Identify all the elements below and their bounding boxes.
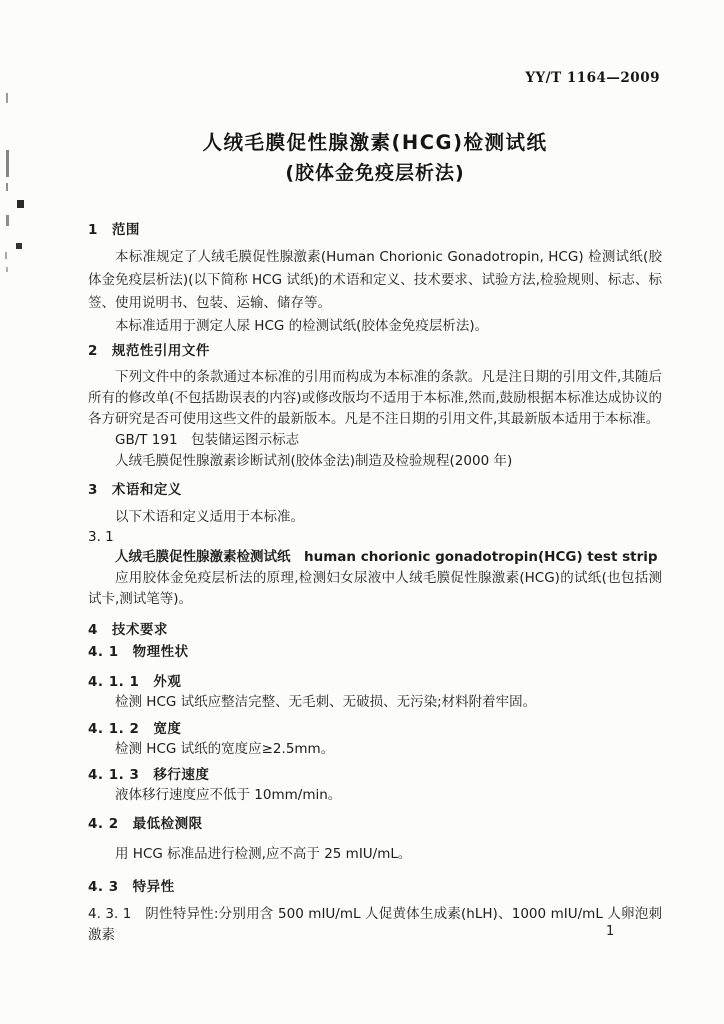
section-4-2-text: 用 HCG 标准品进行检测,应不高于 25 mIU/mL。 bbox=[115, 846, 412, 862]
section-4-1-heading: 4. 1 物理性状 bbox=[88, 644, 189, 660]
scan-artifact-mark bbox=[6, 93, 8, 103]
scan-artifact-mark bbox=[6, 150, 9, 177]
scan-artifact-mark bbox=[6, 267, 8, 272]
term-definition: 应用胶体金免疫层析法的原理,检测妇女尿液中人绒毛膜促性腺激素(HCG)的试纸(也包括测试卡,测试笔等)。 bbox=[88, 570, 662, 607]
scan-artifact-mark bbox=[16, 243, 22, 249]
section-3-heading: 3 术语和定义 bbox=[88, 482, 182, 498]
page-number: 1 bbox=[606, 924, 615, 939]
terms-intro: 以下术语和定义适用于本标准。 bbox=[115, 509, 304, 525]
scope-paragraph-1: 本标准规定了人绒毛膜促性腺激素(Human Chorionic Gonadotropin, HCG) 检测试纸(胶体金免疫层析法)(以下简称 HCG 试纸)的术语和定义、技术要求、试验方法,检验规则、标志、标签、使用说明书、包装、运输、储存等。 bbox=[88, 249, 662, 311]
section-4-3-1-text: 4. 3. 1 阴性特异性:分别用含 500 mIU/mL 人促黄体生成素(hLH)、1000 mIU/mL 人卵泡刺激素 bbox=[88, 906, 662, 943]
scan-artifact-mark bbox=[6, 183, 8, 191]
section-4-1-1-heading: 4. 1. 1 外观 bbox=[88, 674, 182, 690]
scan-artifact-mark bbox=[6, 215, 9, 226]
normative-reference-1: GB/T 191 包装储运图示标志 bbox=[115, 432, 300, 448]
standard-code: YY/T 1164—2009 bbox=[525, 70, 660, 86]
scan-artifact-mark bbox=[17, 200, 24, 208]
section-1-heading: 1 范围 bbox=[88, 222, 140, 238]
section-4-1-1-text: 检测 HCG 试纸应整洁完整、无毛刺、无破损、无污染;材料附着牢固。 bbox=[115, 694, 537, 710]
scope-paragraph-2: 本标准适用于测定人尿 HCG 的检测试纸(胶体金免疫层析法)。 bbox=[115, 318, 489, 334]
title-line-2: (胶体金免疫层析法) bbox=[285, 162, 465, 184]
section-4-1-2-heading: 4. 1. 2 宽度 bbox=[88, 721, 182, 737]
section-4-2-heading: 4. 2 最低检测限 bbox=[88, 816, 203, 832]
term-item-number: 3. 1 bbox=[88, 529, 114, 545]
document-body bbox=[88, 214, 662, 946]
section-4-1-3-heading: 4. 1. 3 移行速度 bbox=[88, 767, 210, 783]
title-line-1: 人绒毛膜促性腺激素(HCG)检测试纸 bbox=[202, 131, 548, 154]
normative-reference-2: 人绒毛膜促性腺激素诊断试剂(胶体金法)制造及检验规程(2000 年) bbox=[115, 453, 513, 469]
term-name: 人绒毛膜促性腺激素检测试纸 human chorionic gonadotropin(HCG) test strip bbox=[115, 549, 658, 565]
document-title bbox=[30, 128, 720, 189]
section-2-heading: 2 规范性引用文件 bbox=[88, 343, 210, 359]
scan-artifact-mark bbox=[5, 252, 7, 259]
normative-refs-paragraph: 下列文件中的条款通过本标准的引用而构成为本标准的条款。凡是注日期的引用文件,其随后所有的修改单(不包括勘误表的内容)或修改版均不适用于本标准,然而,鼓励根据本标准达成协议的各方研究是否可使用这些文件的最新版本。凡是不注日期的引用文件,其最新版本适用于本标准。 bbox=[88, 369, 662, 427]
section-4-1-2-text: 检测 HCG 试纸的宽度应≥2.5mm。 bbox=[115, 741, 335, 757]
section-4-heading: 4 技术要求 bbox=[88, 622, 168, 638]
section-4-3-heading: 4. 3 特异性 bbox=[88, 879, 175, 895]
section-4-1-3-text: 液体移行速度应不低于 10mm/min。 bbox=[115, 787, 342, 803]
